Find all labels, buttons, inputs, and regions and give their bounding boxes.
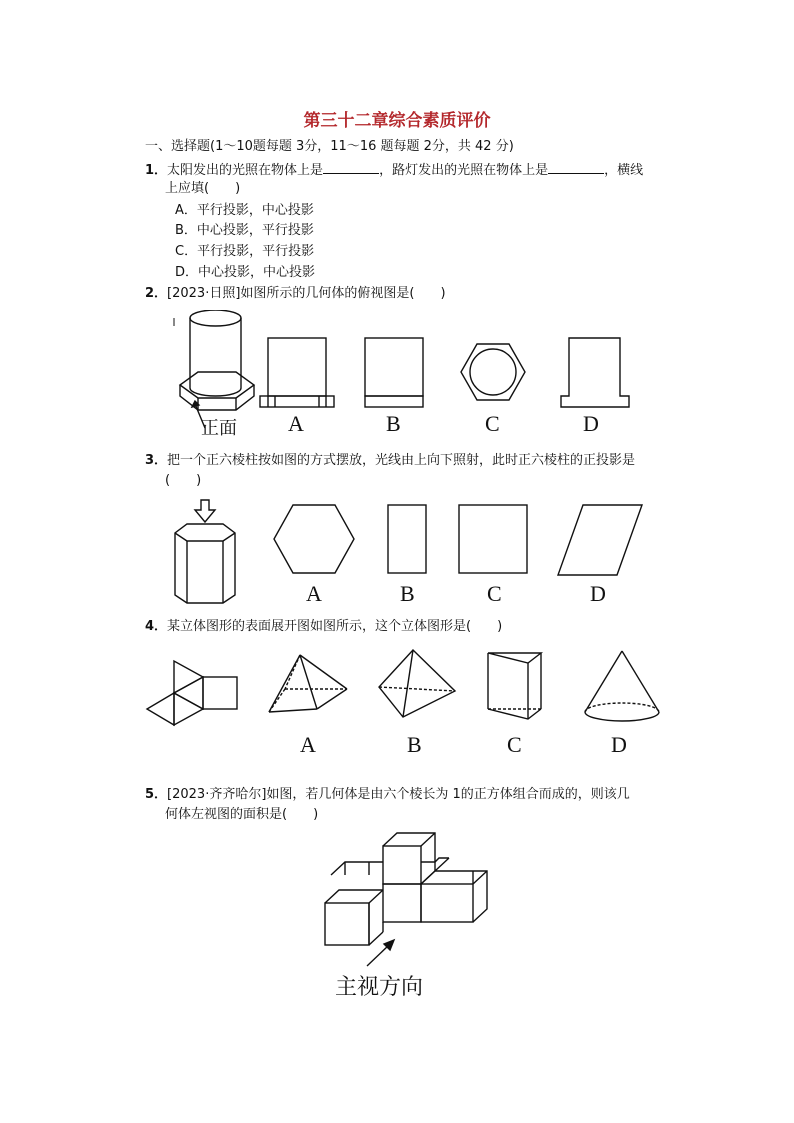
- question-3: [145, 451, 635, 471]
- question-1: [145, 159, 643, 181]
- answer-blank: [323, 159, 379, 174]
- q2-option-a-figure: [260, 338, 334, 407]
- front-label: 正面: [201, 418, 237, 439]
- q4-text: 某立体图形的表面展开图如图所示，这个立体图形是( ): [167, 619, 503, 634]
- option-label-c: C: [485, 411, 500, 436]
- q3-option-a-figure: [274, 505, 354, 573]
- question-number: 4．: [145, 619, 168, 634]
- q2-option-d-figure: [561, 338, 629, 407]
- question-2: [145, 284, 446, 304]
- question-number: 5．: [145, 787, 168, 802]
- question-number: 1．: [145, 163, 168, 178]
- question-number: 2．: [145, 286, 168, 301]
- option-label-a: A: [300, 732, 316, 757]
- answer-blank: [548, 159, 604, 174]
- q5-text: [2023·齐齐哈尔]如图，若几何体是由六个棱长为 1的正方体组合而成的，则该几: [167, 787, 630, 802]
- question-number: 3．: [145, 453, 168, 468]
- q4-option-a-figure: [269, 655, 347, 712]
- q2-solid: [174, 310, 254, 428]
- option-label-a: A: [288, 411, 304, 436]
- q2-figure: [165, 310, 645, 440]
- q4-option-d-figure: [585, 651, 659, 721]
- option-label-c: C: [507, 732, 522, 757]
- option-label-d: D: [611, 732, 627, 757]
- option-label-d: D: [583, 411, 599, 436]
- q2-text: [2023·日照]如图所示的几何体的俯视图是( ): [167, 286, 446, 301]
- q4-figure: [145, 645, 665, 760]
- q1-text-part2: ，路灯发出的光照在物体上是: [379, 163, 549, 178]
- q3-text: 把一个正六棱柱按如图的方式摆放，光线由上向下照射，此时正六棱柱的正投影是: [167, 453, 636, 468]
- q2-option-c-figure: [461, 344, 525, 400]
- q1-text-part1: 太阳发出的光照在物体上是: [167, 163, 324, 178]
- question-5: [145, 785, 630, 805]
- section-heading: 一、选择题(1～10题每题 3分，11～16 题每题 2分，共 42 分): [145, 139, 514, 154]
- q5-text-line2: 何体左视图的面积是( ): [165, 807, 319, 822]
- q5-cubes: [325, 833, 487, 945]
- q3-option-b-figure: [388, 505, 426, 573]
- q1-option-b: B．中心投影，平行投影: [175, 223, 314, 238]
- q2-option-b-figure: [365, 338, 423, 407]
- option-label-b: B: [407, 732, 422, 757]
- q3-figure: [165, 495, 645, 610]
- q1-option-c: C．平行投影，平行投影: [175, 244, 315, 259]
- q3-option-d-figure: [558, 505, 642, 575]
- option-label-a: A: [306, 581, 322, 606]
- q5-figure: [315, 828, 495, 1003]
- page-title: 第三十二章综合素质评价: [303, 111, 491, 131]
- option-label-c: C: [487, 581, 502, 606]
- question-4: [145, 617, 502, 637]
- q4-option-b-figure: [379, 650, 455, 717]
- q3-prism: [175, 524, 235, 603]
- option-label-d: D: [590, 581, 606, 606]
- q4-option-c-figure: [488, 653, 541, 719]
- q1-option-a: A．平行投影，中心投影: [175, 203, 314, 218]
- q3-text-line2: ( ): [165, 473, 202, 488]
- q1-text-part3: ，横线: [604, 163, 644, 178]
- option-label-b: B: [386, 411, 401, 436]
- direction-label: 主视方向: [335, 975, 424, 1000]
- q1-option-d: D．中心投影，中心投影: [175, 265, 316, 280]
- q3-option-c-figure: [459, 505, 527, 573]
- down-arrow-icon: [195, 500, 215, 522]
- option-label-b: B: [400, 581, 415, 606]
- q1-text-line2: 上应填( ): [165, 181, 241, 196]
- q4-net: [147, 661, 237, 725]
